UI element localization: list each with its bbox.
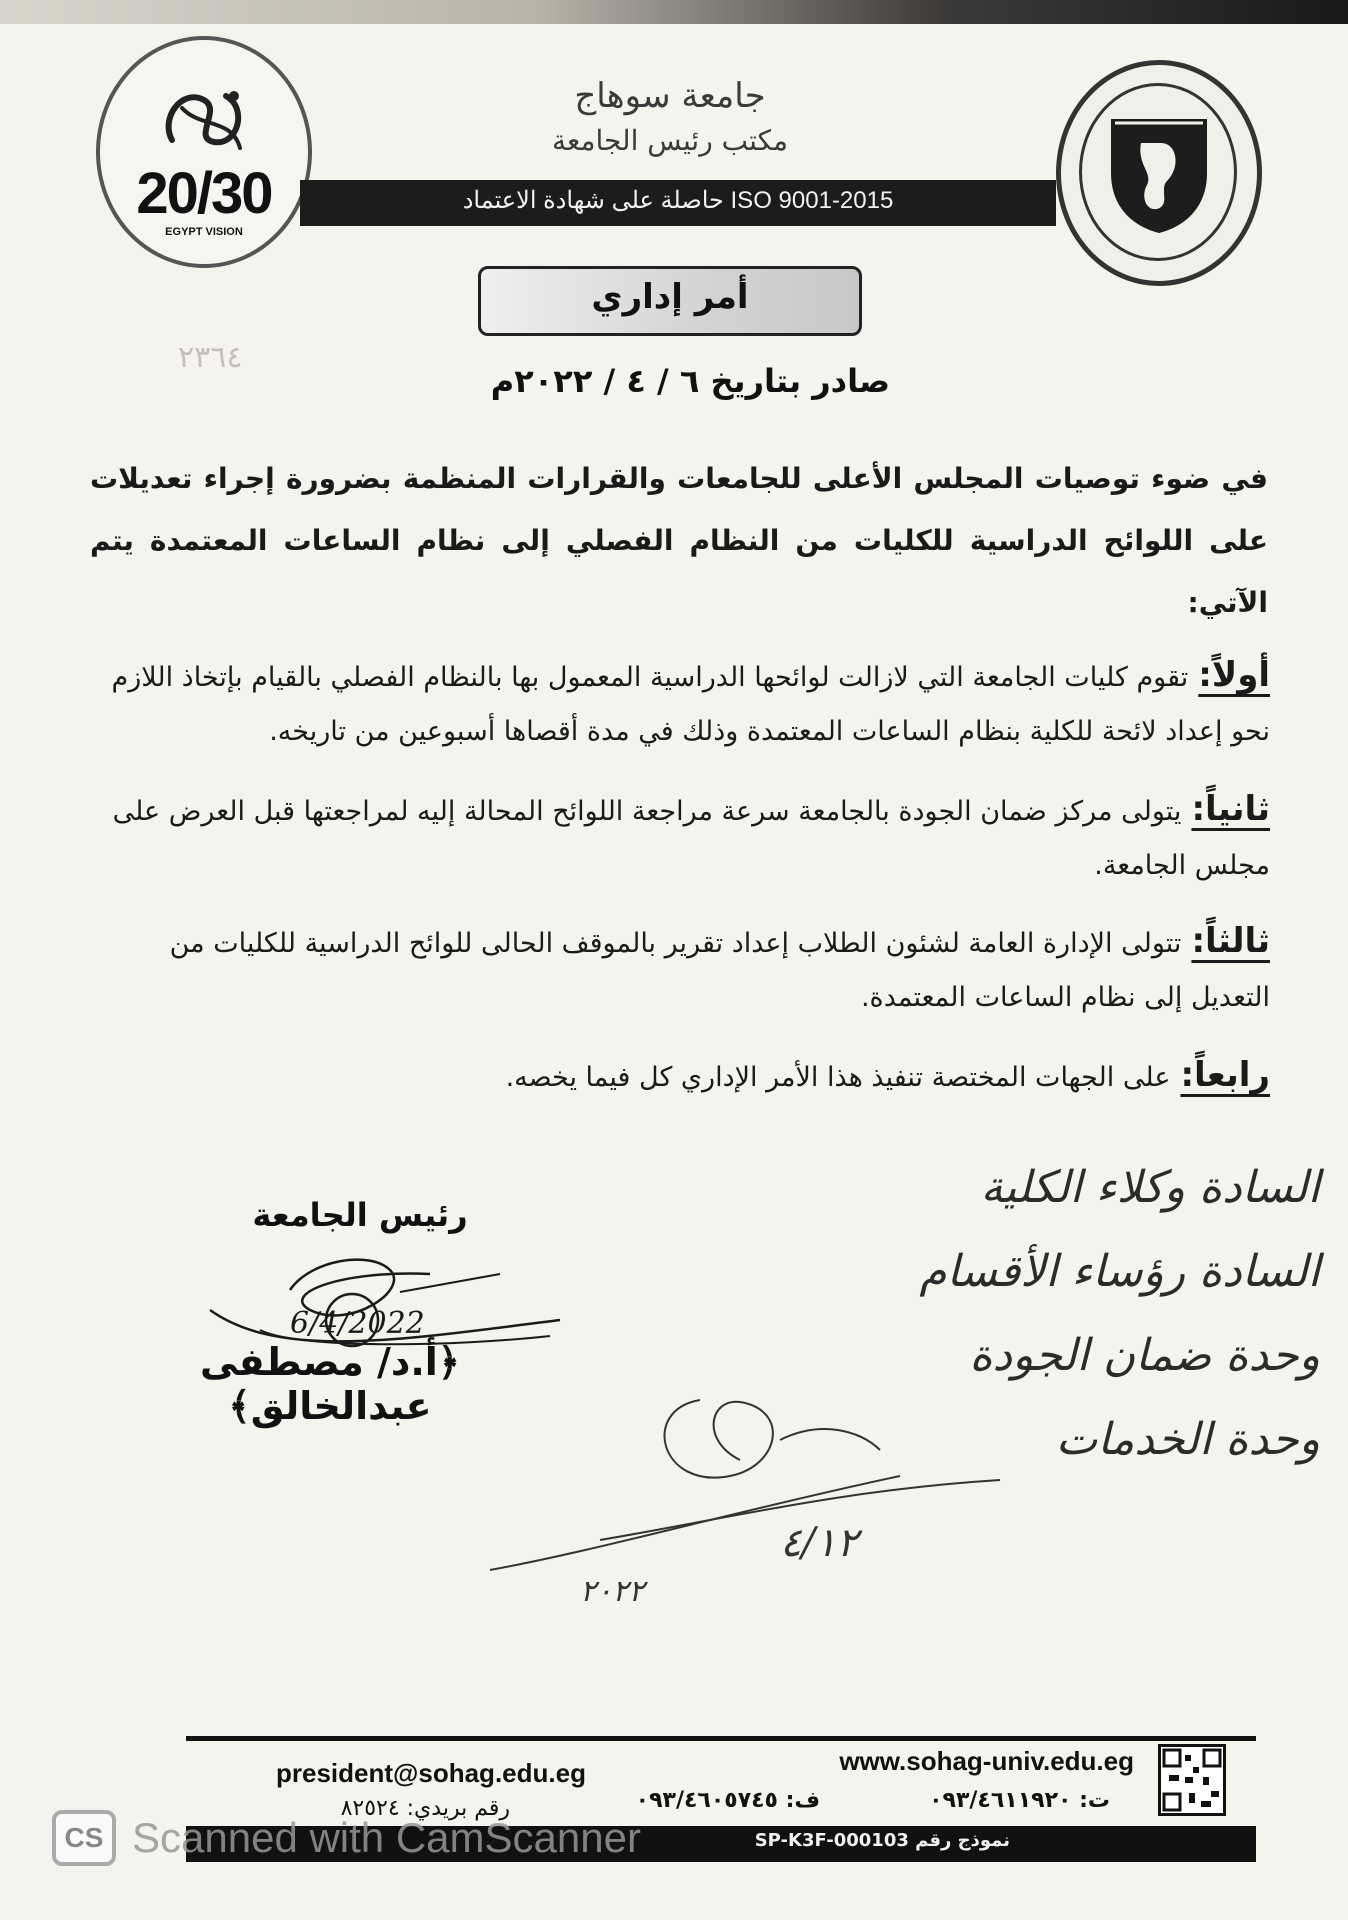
seal-shield-icon [1101,109,1217,237]
received-date: ٤/١٢ [780,1520,858,1566]
distribution-line: وحدة الخدمات [1055,1414,1320,1465]
distribution-line: السادة وكلاء الكلية [980,1162,1320,1213]
received-year: ٢٠٢٢ [580,1574,645,1609]
document-title-box [478,266,862,336]
camscanner-badge-text: CS [64,1822,104,1853]
intro-paragraph: في ضوء توصيات المجلس الأعلى للجامعات والقرارات المنظمة بضرورة إجراء تعديلات على اللوائح الدراسية للكليات من النظام الفصلي إلى نظام الساعات المعتمدة يتم الآتي: [90,462,1268,619]
faint-reference-stamp: ٢٣٦٤ [178,340,243,375]
clause-text: تتولى الإدارة العامة لشئون الطلاب إعداد تقرير بالموقف الحالى للوائح الدراسية للكليات من التعديل إلى نظام الساعات المعتمدة. [169,928,1270,1013]
handwritten-signature [480,1380,1040,1590]
clause-key: ثانياً: [1191,789,1270,829]
vision-calligraphy-mark [152,78,256,168]
form-number: نموذج رقم SP-K3F-000103 [754,1830,1010,1851]
vision-subtitle: EGYPT VISION [165,226,243,238]
camscanner-watermark-text: Scanned with CamScanner [132,1814,641,1861]
university-seal [1056,60,1262,286]
clause-key: ثالثاً: [1191,921,1270,961]
qr-code [1158,1744,1226,1816]
clause-text: تقوم كليات الجامعة التي لازالت لوائحها الدراسية المعمول بها بالنظام الفصلي بالقيام بإتخاذ اللازم نحو إعداد لائحة للكلية بنظام الساعات المعتمدة وذلك في مدة أقصاها أسبوعين من تاريخه. [111,662,1270,747]
footer-po-box: رقم بريدي: ٨٢٥٢٤ [340,1796,510,1821]
president-title: رئيس الجامعة [252,1196,468,1234]
footer-phone: ت: ٠٩٣/٤٦١١٩٢٠ [929,1788,1110,1813]
scan-shadow [0,0,1348,24]
signature-date: 6/4/2022 [290,1306,425,1341]
clause-text: يتولى مركز ضمان الجودة بالجامعة سرعة مراجعة اللوائح المحالة إليه لمراجعتها قبل العرض على مجلس الجامعة. [112,796,1270,881]
clause-fourth [100,1048,1270,1105]
clause-first [100,648,1270,759]
office-name: مكتب رئيس الجامعة [551,124,789,157]
qr-pattern-icon [1161,1747,1223,1813]
distribution-line: السادة رؤساء الأقسام [919,1246,1320,1297]
clause-second [100,782,1270,893]
camscanner-badge [52,1810,116,1866]
vision-2030-logo [96,36,312,268]
footer-top-rule [186,1736,1256,1741]
issue-date: صادر بتاريخ ٦ / ٤ / ٢٠٢٢م [490,362,890,400]
document-title: أمر إداري [591,277,749,317]
footer-fax: ف: ٠٩٣/٤٦٠٥٧٤٥ [635,1788,820,1813]
clause-key: رابعاً: [1180,1055,1270,1095]
footer-email[interactable]: president@sohag.edu.eg [276,1758,586,1788]
clause-third [100,914,1270,1025]
university-name: جامعة سوهاج [574,76,766,116]
footer-website[interactable]: www.sohag-univ.edu.eg [839,1746,1134,1776]
distribution-line: وحدة ضمان الجودة [969,1330,1320,1381]
president-name: ﴿أ.د/ مصطفى عبدالخالق﴾ [199,1340,461,1428]
clause-text: على الجهات المختصة تنفيذ هذا الأمر الإداري كل فيما يخصه. [505,1062,1171,1093]
iso-certification-text: حاصلة على شهادة الاعتماد ISO 9001-2015 [462,187,894,214]
clause-key: أولاً: [1198,655,1270,695]
vision-number: 20/30 [136,161,272,226]
